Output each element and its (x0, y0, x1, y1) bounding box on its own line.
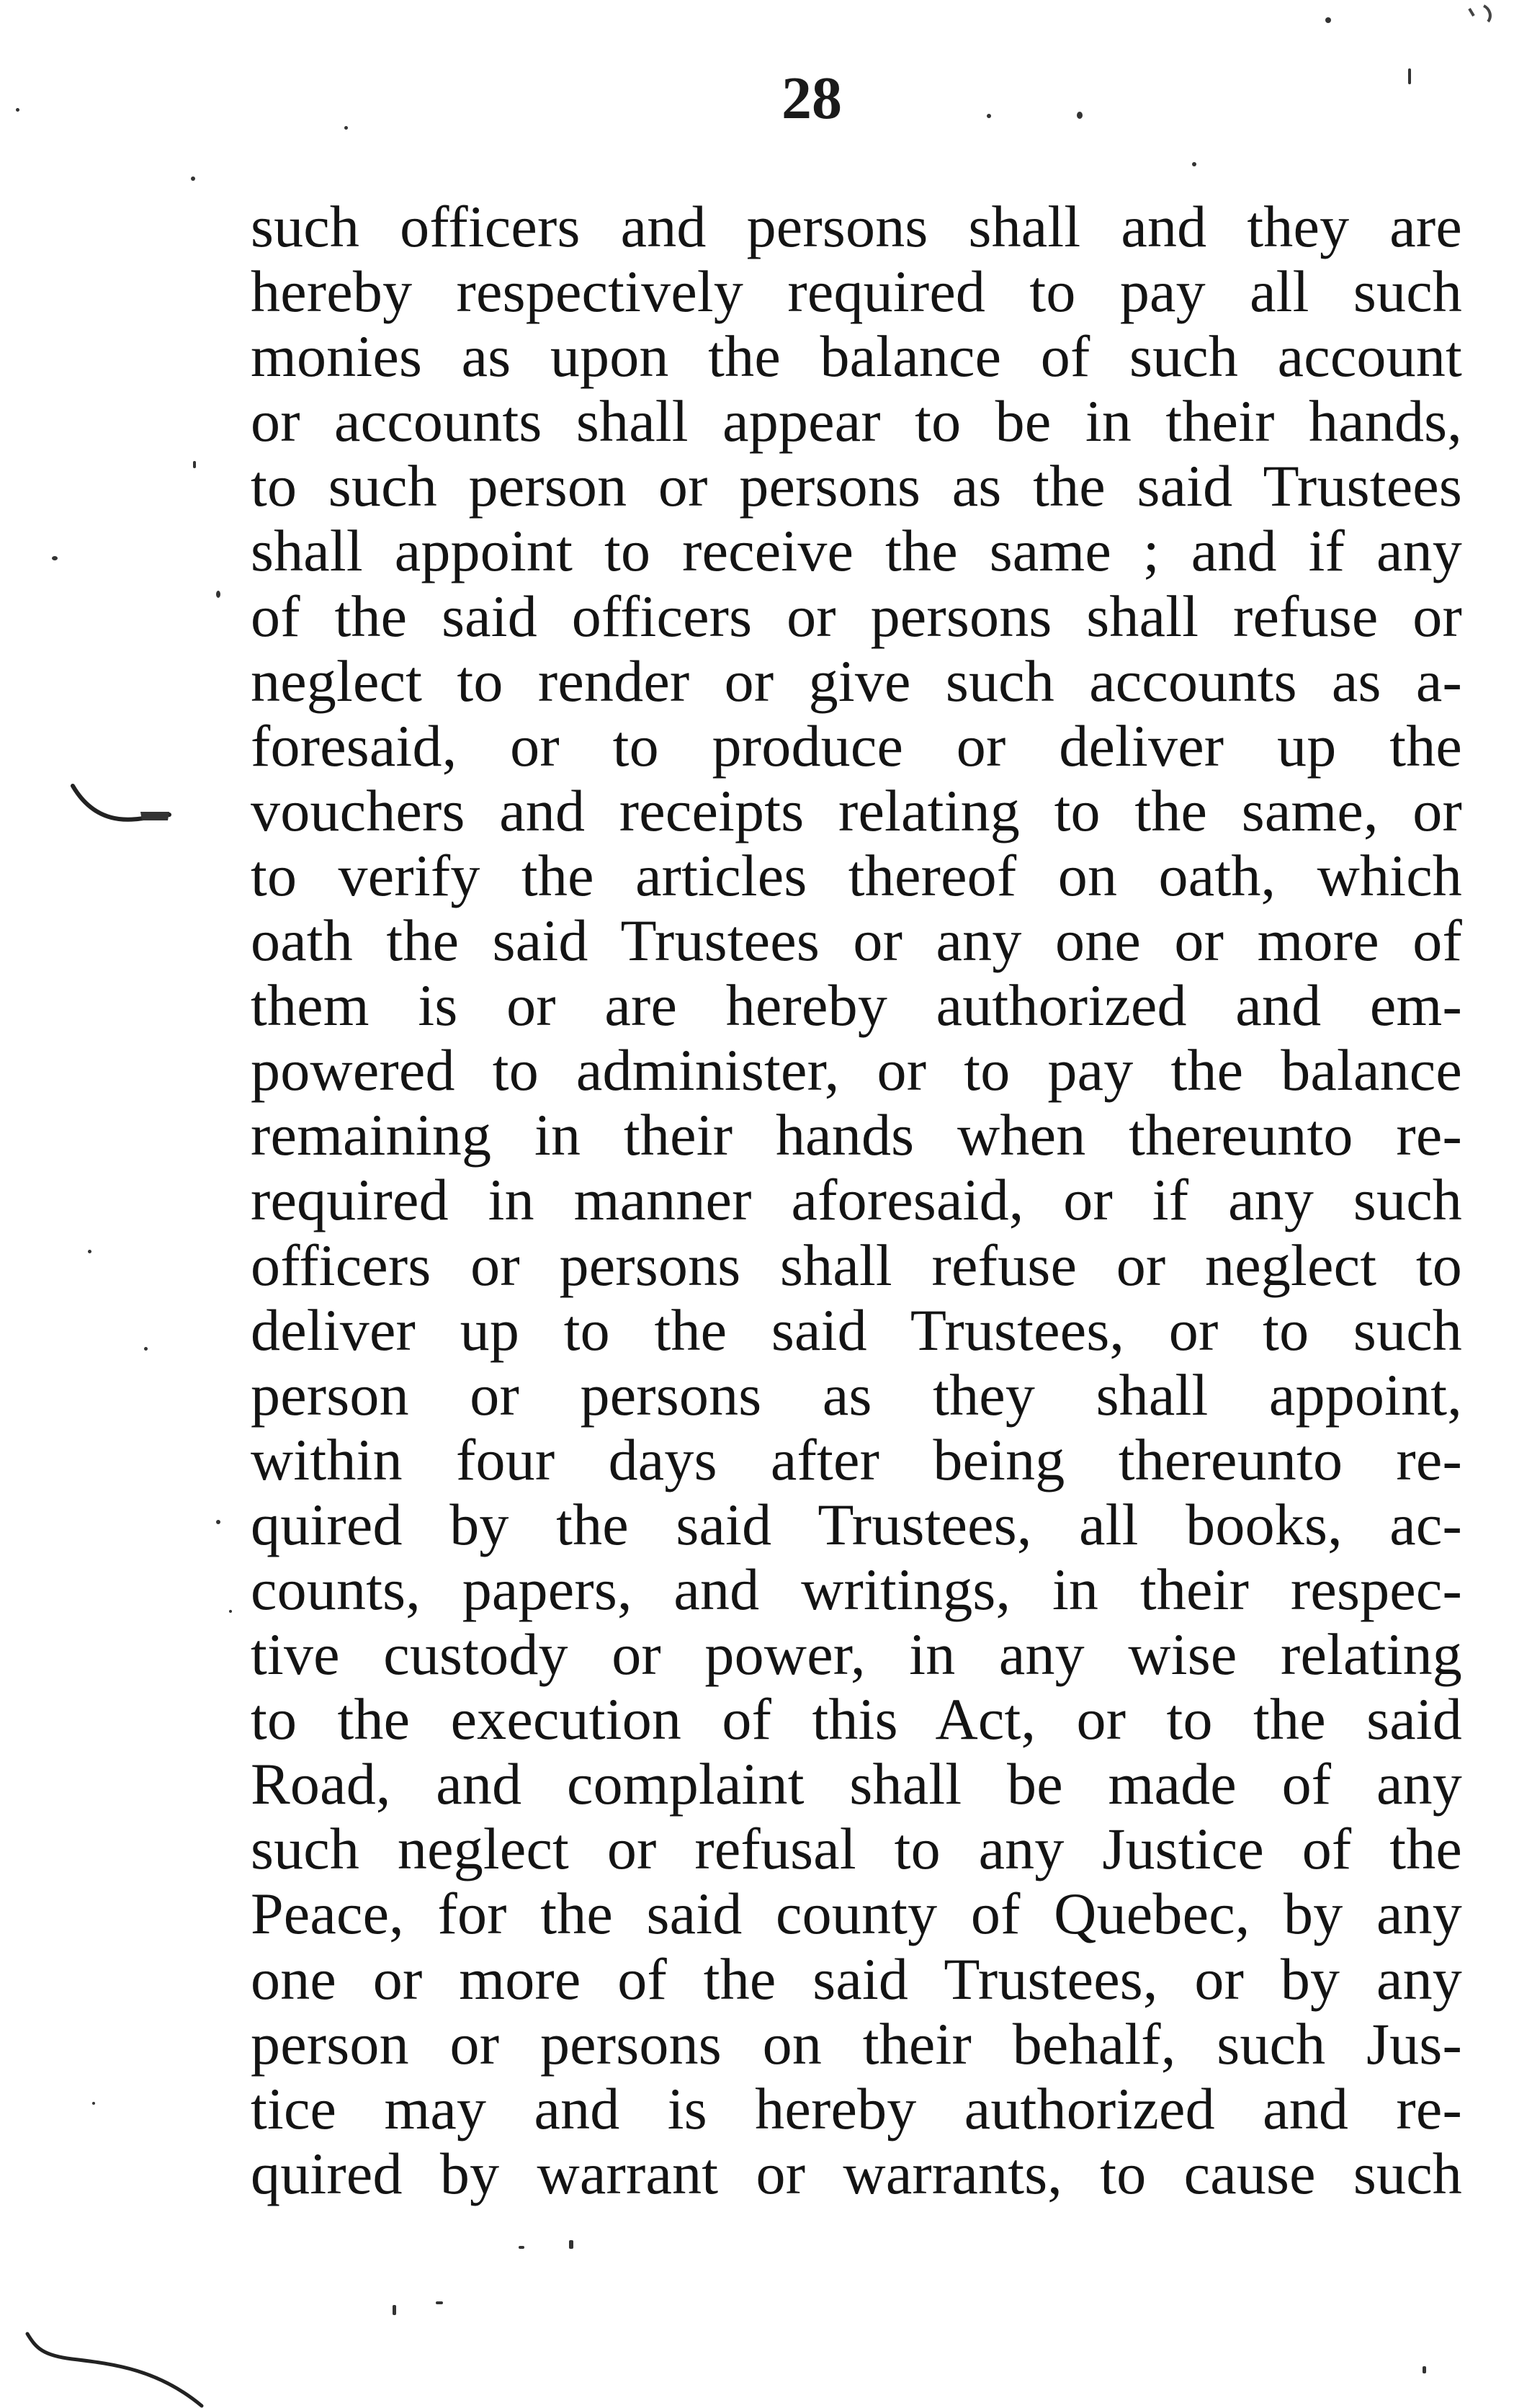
ink-speck (393, 2305, 396, 2315)
text-line: counts, papers, and writings, in their respec- (251, 1557, 1462, 1622)
margin-hook-mark (68, 782, 176, 832)
text-line: person or persons on their behalf, such Jus- (251, 2011, 1462, 2077)
ink-speck (216, 1520, 220, 1524)
text-line: officers or persons shall refuse or neglect to (251, 1232, 1462, 1298)
ink-speck (229, 1610, 232, 1613)
text-line: such officers and persons shall and they are (251, 194, 1462, 259)
ink-speck (344, 126, 348, 130)
text-line: oath the said Trustees or any one or more of (251, 908, 1462, 974)
text-line: them is or are hereby authorized and em- (251, 973, 1462, 1039)
text-line: monies as upon the balance of such account (251, 324, 1462, 390)
ink-speck (216, 591, 220, 598)
text-line: one or more of the said Trustees, or by any (251, 1946, 1462, 2012)
ink-speck (52, 556, 58, 560)
ink-speck (92, 2102, 95, 2105)
text-line: to the execution of this Act, or to the said (251, 1687, 1462, 1753)
text-line: Peace, for the said county of Quebec, by any (251, 1881, 1462, 1947)
ink-speck (88, 1250, 91, 1253)
text-line: tice may and is hereby authorized and re- (251, 2076, 1462, 2141)
text-line: quired by warrant or warrants, to cause such (251, 2141, 1462, 2206)
ink-speck (193, 461, 196, 468)
text-line: powered to administer, or to pay the balance (251, 1038, 1462, 1104)
ink-speck (144, 1347, 148, 1351)
text-line: deliver up to the said Trustees, or to such (251, 1297, 1462, 1363)
ink-speck (16, 108, 19, 112)
page-number: 28 (781, 65, 842, 132)
body-text (251, 194, 1462, 2206)
margin-curve-mark (22, 2327, 209, 2408)
ink-speck (519, 2246, 524, 2249)
ink-speck (987, 114, 991, 118)
ink-speck (436, 2301, 443, 2304)
text-line: vouchers and receipts relating to the same, or (251, 778, 1462, 843)
text-line: tive custody or power, in any wise relating (251, 1622, 1462, 1688)
ink-speck (1325, 17, 1331, 23)
text-line: Road, and complaint shall be made of any (251, 1752, 1462, 1817)
text-line: to verify the articles thereof on oath, which (251, 843, 1462, 908)
text-line: such neglect or refusal to any Justice of the (251, 1817, 1462, 1882)
text-line: or accounts shall appear to be in their hands, (251, 389, 1462, 455)
ink-speck (1077, 112, 1083, 119)
ink-speck (191, 176, 195, 181)
text-line: required in manner aforesaid, or if any such (251, 1168, 1462, 1233)
text-line: hereby respectively required to pay all such (251, 259, 1462, 325)
ink-speck (569, 2240, 573, 2249)
text-line: within four days after being thereunto re- (251, 1427, 1462, 1492)
text-line: quired by the said Trustees, all books, ac- (251, 1492, 1462, 1557)
text-line: neglect to render or give such accounts as a- (251, 648, 1462, 714)
text-line: person or persons as they shall appoint, (251, 1362, 1462, 1428)
ink-speck (1192, 162, 1196, 166)
text-line: shall appoint to receive the same ; and if any (251, 519, 1462, 584)
ink-speck (1423, 2366, 1426, 2373)
ink-speck (1408, 68, 1411, 84)
text-line: of the said officers or persons shall refuse or (251, 583, 1462, 649)
corner-mark (1455, 0, 1514, 29)
text-line: to such person or persons as the said Trustees (251, 454, 1462, 519)
text-line: foresaid, or to produce or deliver up the (251, 713, 1462, 779)
text-line: remaining in their hands when thereunto re- (251, 1103, 1462, 1168)
